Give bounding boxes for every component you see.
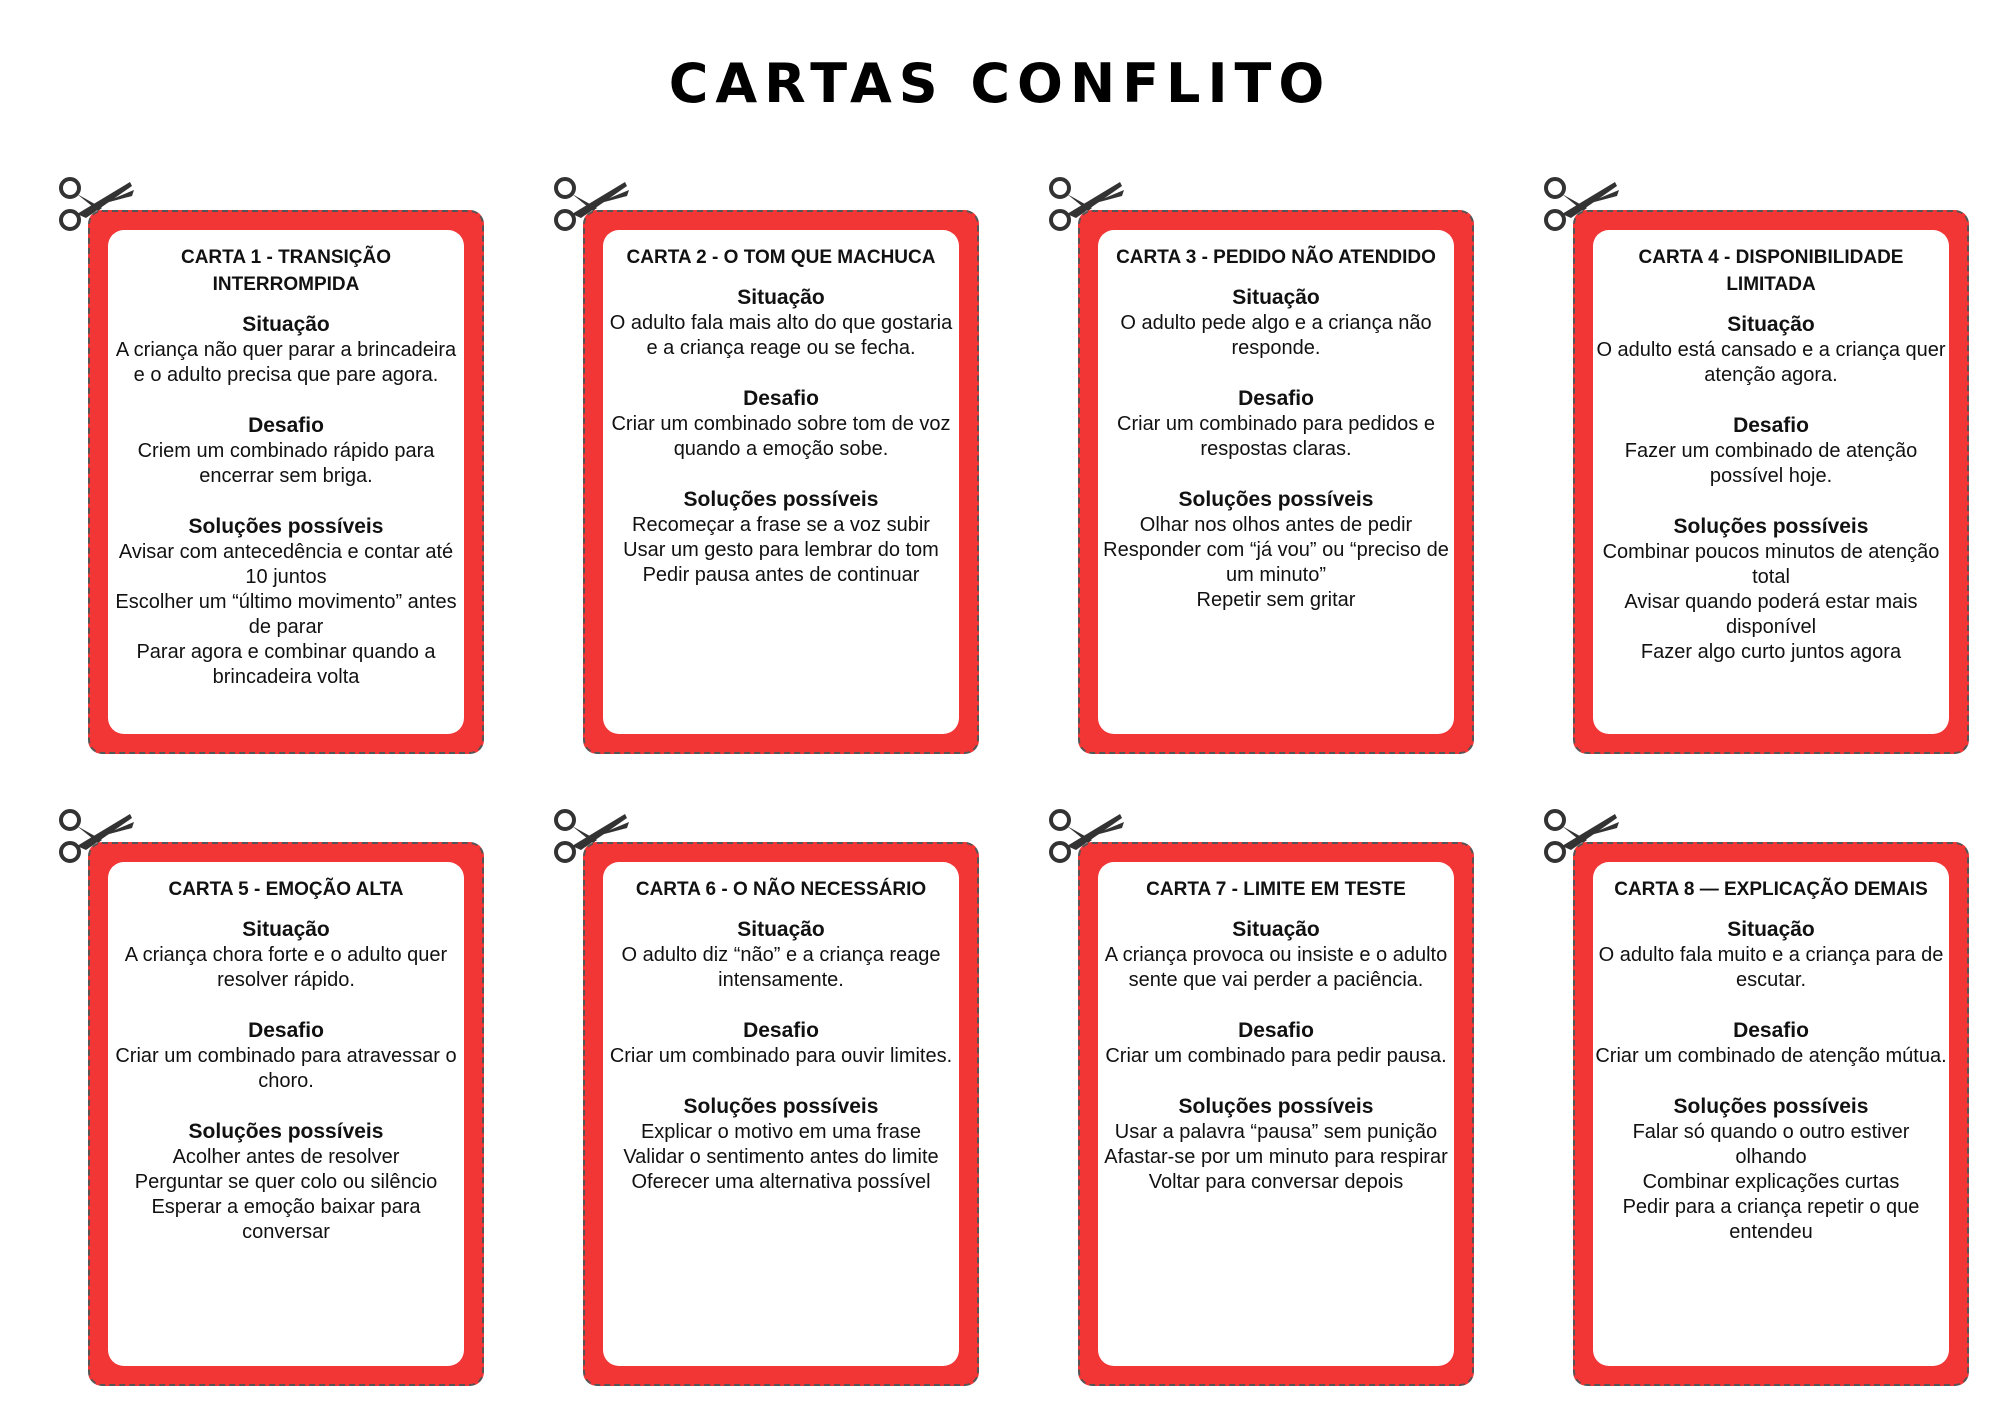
solucoes-list bbox=[110, 1145, 462, 1245]
card-title: CARTA 1 - TRANSIÇÃO INTERROMPIDA bbox=[180, 247, 392, 295]
card-title: CARTA 6 - O NÃO NECESSÁRIO bbox=[635, 879, 927, 900]
solucoes-list bbox=[1100, 513, 1452, 613]
solucoes-list bbox=[1100, 1120, 1452, 1195]
card-8 bbox=[1573, 842, 1973, 1402]
situacao-heading: Situação bbox=[1727, 918, 1815, 941]
desafio-heading: Desafio bbox=[743, 1019, 819, 1042]
situacao-heading: Situação bbox=[737, 286, 825, 309]
card-frame bbox=[583, 210, 979, 754]
solucoes-heading: Soluções possíveis bbox=[1178, 488, 1374, 511]
solucao-item: Acolher antes de resolver bbox=[172, 1146, 400, 1168]
solucao-item: Combinar poucos minutos de atenção total bbox=[1602, 541, 1940, 588]
scissors-icon bbox=[1046, 174, 1126, 234]
situacao-heading: Situação bbox=[1232, 918, 1320, 941]
situacao-heading: Situação bbox=[242, 918, 330, 941]
solucoes-heading: Soluções possíveis bbox=[683, 1095, 879, 1118]
card-title: CARTA 8 — EXPLICAÇÃO DEMAIS bbox=[1614, 879, 1928, 900]
card-3 bbox=[1078, 210, 1478, 770]
card-frame bbox=[1078, 842, 1474, 1386]
solucoes-list bbox=[1595, 540, 1947, 665]
desafio-heading: Desafio bbox=[1733, 414, 1809, 437]
solucao-item: Esperar a emoção baixar para conversar bbox=[151, 1196, 421, 1243]
desafio-heading: Desafio bbox=[248, 1019, 324, 1042]
situacao-text: A criança provoca ou insiste e o adulto sente que vai perder a paciência. bbox=[1104, 944, 1448, 991]
solucao-item: Explicar o motivo em uma frase bbox=[640, 1121, 922, 1143]
solucao-item: Avisar quando poderá estar mais disponível bbox=[1624, 591, 1918, 638]
solucao-item: Parar agora e combinar quando a brincadeira volta bbox=[136, 641, 436, 688]
solucao-item: Perguntar se quer colo ou silêncio bbox=[134, 1171, 438, 1193]
situacao-heading: Situação bbox=[242, 313, 330, 336]
scissors-icon bbox=[1046, 806, 1126, 866]
card-title: CARTA 7 - LIMITE EM TESTE bbox=[1146, 879, 1406, 900]
card-body bbox=[108, 230, 464, 734]
scissors-icon bbox=[56, 174, 136, 234]
card-title: CARTA 4 - DISPONIBILIDADE LIMITADA bbox=[1638, 247, 1904, 295]
card-2 bbox=[583, 210, 983, 770]
scissors-icon bbox=[1541, 174, 1621, 234]
solucoes-list bbox=[605, 1120, 957, 1195]
scissors-icon bbox=[56, 806, 136, 866]
solucoes-heading: Soluções possíveis bbox=[188, 1120, 384, 1143]
card-frame bbox=[1573, 842, 1969, 1386]
solucao-item: Validar o sentimento antes do limite bbox=[623, 1146, 939, 1168]
solucao-item: Combinar explicações curtas bbox=[1642, 1171, 1900, 1193]
solucao-item: Repetir sem gritar bbox=[1196, 589, 1356, 611]
solucoes-list bbox=[110, 540, 462, 690]
solucao-item: Olhar nos olhos antes de pedir bbox=[1139, 514, 1413, 536]
situacao-text: O adulto está cansado e a criança quer atenção agora. bbox=[1596, 339, 1946, 386]
desafio-heading: Desafio bbox=[1238, 1019, 1314, 1042]
card-1 bbox=[88, 210, 488, 770]
solucao-item: Usar a palavra “pausa” sem punição bbox=[1114, 1121, 1438, 1143]
card-6 bbox=[583, 842, 983, 1402]
solucoes-list bbox=[1595, 1120, 1947, 1245]
scissors-icon bbox=[551, 806, 631, 866]
card-frame bbox=[88, 842, 484, 1386]
card-4 bbox=[1573, 210, 1973, 770]
situacao-heading: Situação bbox=[737, 918, 825, 941]
card-body bbox=[603, 862, 959, 1366]
card-body bbox=[603, 230, 959, 734]
card-frame bbox=[583, 842, 979, 1386]
scissors-icon bbox=[1541, 806, 1621, 866]
scissors-icon bbox=[551, 174, 631, 234]
solucao-item: Responder com “já vou” ou “preciso de um minuto” bbox=[1103, 539, 1449, 586]
page-title: CARTAS CONFLITO bbox=[668, 52, 1332, 115]
solucao-item: Oferecer uma alternativa possível bbox=[631, 1171, 931, 1193]
card-body bbox=[1593, 230, 1949, 734]
desafio-text: Criem um combinado rápido para encerrar sem briga. bbox=[137, 440, 435, 487]
solucoes-heading: Soluções possíveis bbox=[1178, 1095, 1374, 1118]
situacao-text: A criança chora forte e o adulto quer resolver rápido. bbox=[124, 944, 448, 991]
solucao-item: Falar só quando o outro estiver olhando bbox=[1632, 1121, 1910, 1168]
card-frame bbox=[1573, 210, 1969, 754]
card-title: CARTA 3 - PEDIDO NÃO ATENDIDO bbox=[1116, 247, 1436, 268]
desafio-text: Criar um combinado de atenção mútua. bbox=[1595, 1045, 1947, 1067]
situacao-heading: Situação bbox=[1232, 286, 1320, 309]
solucao-item: Pedir pausa antes de continuar bbox=[642, 564, 920, 586]
desafio-heading: Desafio bbox=[743, 387, 819, 410]
card-frame bbox=[88, 210, 484, 754]
solucao-item: Escolher um “último movimento” antes de parar bbox=[115, 591, 457, 638]
card-title: CARTA 5 - EMOÇÃO ALTA bbox=[168, 879, 404, 900]
card-5 bbox=[88, 842, 488, 1402]
solucao-item: Voltar para conversar depois bbox=[1148, 1171, 1404, 1193]
card-body bbox=[1098, 230, 1454, 734]
solucao-item: Avisar com antecedência e contar até 10 juntos bbox=[118, 541, 454, 588]
solucoes-heading: Soluções possíveis bbox=[1673, 1095, 1869, 1118]
desafio-text: Criar um combinado para pedir pausa. bbox=[1105, 1045, 1447, 1067]
desafio-text: Criar um combinado sobre tom de voz quando a emoção sobe. bbox=[611, 413, 951, 460]
card-frame bbox=[1078, 210, 1474, 754]
solucoes-heading: Soluções possíveis bbox=[1673, 515, 1869, 538]
desafio-heading: Desafio bbox=[248, 414, 324, 437]
desafio-text: Criar um combinado para atravessar o choro. bbox=[115, 1045, 457, 1092]
desafio-text: Criar um combinado para pedidos e respostas claras. bbox=[1117, 413, 1435, 460]
solucoes-heading: Soluções possíveis bbox=[683, 488, 879, 511]
card-body bbox=[108, 862, 464, 1366]
desafio-heading: Desafio bbox=[1733, 1019, 1809, 1042]
solucoes-list bbox=[605, 513, 957, 588]
situacao-text: O adulto fala muito e a criança para de escutar. bbox=[1598, 944, 1944, 991]
desafio-heading: Desafio bbox=[1238, 387, 1314, 410]
card-7 bbox=[1078, 842, 1478, 1402]
solucoes-heading: Soluções possíveis bbox=[188, 515, 384, 538]
solucao-item: Usar um gesto para lembrar do tom bbox=[623, 539, 939, 561]
solucao-item: Afastar-se por um minuto para respirar bbox=[1104, 1146, 1448, 1168]
situacao-text: A criança não quer parar a brincadeira e o adulto precisa que pare agora. bbox=[115, 339, 457, 386]
desafio-text: Fazer um combinado de atenção possível hoje. bbox=[1624, 440, 1918, 487]
card-title: CARTA 2 - O TOM QUE MACHUCA bbox=[626, 247, 936, 268]
situacao-heading: Situação bbox=[1727, 313, 1815, 336]
situacao-text: O adulto pede algo e a criança não responde. bbox=[1120, 312, 1432, 359]
card-body bbox=[1593, 862, 1949, 1366]
card-body bbox=[1098, 862, 1454, 1366]
desafio-text: Criar um combinado para ouvir limites. bbox=[609, 1045, 953, 1067]
situacao-text: O adulto diz “não” e a criança reage intensamente. bbox=[621, 944, 941, 991]
solucao-item: Recomeçar a frase se a voz subir bbox=[632, 514, 930, 536]
solucao-item: Fazer algo curto juntos agora bbox=[1640, 641, 1902, 663]
solucao-item: Pedir para a criança repetir o que entendeu bbox=[1622, 1196, 1920, 1243]
situacao-text: O adulto fala mais alto do que gostaria e a criança reage ou se fecha. bbox=[609, 312, 953, 359]
